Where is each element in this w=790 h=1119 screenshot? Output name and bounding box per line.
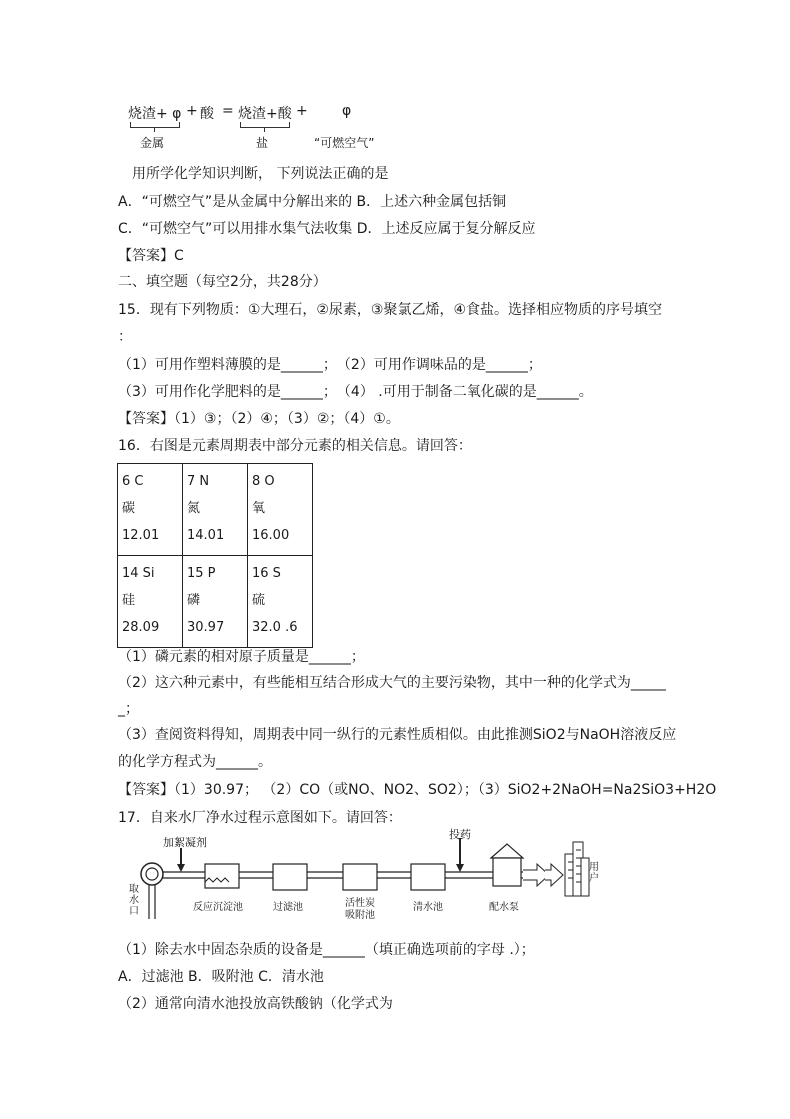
q15-stem-cont: ： (118, 329, 132, 345)
equation-figure (128, 103, 408, 155)
element-cell (183, 556, 248, 648)
q17-sub2: （2）通常向清水池投放高铁酸钠（化学式为 (118, 996, 393, 1012)
equation-acid: 酸 (200, 106, 214, 122)
label-salt: 盐 (256, 136, 269, 150)
q15-stem: 15．现有下列物质：①大理石，②尿素，③聚氯乙烯，④食盐。选择相应物质的序号填空 (118, 302, 663, 318)
element-name: 磷 (187, 593, 201, 608)
reaction-tank (205, 864, 239, 888)
q15-line2: （3）可用作化学肥料的是______； （4） .可用于制备二氧化碳的是______。 (118, 384, 593, 400)
label-user: 用户 (589, 862, 599, 884)
label-clear-water-tank: 清水池 (413, 902, 443, 913)
element-name: 硅 (122, 593, 136, 608)
element-cell (183, 464, 248, 556)
brace-salt (240, 122, 290, 128)
element-name: 氧 (252, 501, 266, 516)
coagulant-arrow-head (177, 864, 185, 872)
q16-sub2-cont: _； (118, 701, 139, 717)
q14-options-cd: C．“可燃空气”可以用排水集气法收集 D．上述反应属于复分解反应 (118, 221, 536, 237)
element-mass: 12.01 (122, 528, 160, 543)
outflow-arrow-2 (545, 864, 563, 886)
label-metal: 金属 (140, 136, 165, 150)
element-cell (118, 556, 183, 648)
label-reaction-tank: 反应沉淀池 (193, 902, 243, 913)
label-intake: 取水口 (129, 884, 139, 917)
filter-tank (273, 864, 307, 890)
q17-stem: 17．自来水厂净水过程示意图如下。请回答： (118, 810, 402, 826)
element-cell (248, 464, 313, 556)
q17-options: A．过滤池 B．吸附池 C．清水池 (118, 969, 324, 985)
section-heading: 二、填空题（每空2分，共28分） (118, 274, 327, 290)
element-name: 氮 (187, 501, 201, 516)
element-number-symbol: 15 P (187, 566, 216, 581)
q15-answer: 【答案】（1）③；（2）④；（3）②；（4）①。 (118, 411, 400, 427)
q16-answer: 【答案】（1）30.97； （2）CO（或NO、NO2、SO2）；（3）SiO2+2NaOH=Na2SiO3+H2O (118, 782, 717, 798)
water-treatment-diagram (127, 828, 607, 934)
q15-line1: （1）可用作塑料薄膜的是______； （2）可用作调味品的是______； (118, 357, 542, 373)
q16-sub3-cont: 的化学方程式为______。 (118, 754, 272, 770)
element-mass: 28.09 (122, 620, 160, 635)
element-mass: 16.00 (252, 528, 290, 543)
periodic-table-excerpt (117, 463, 313, 648)
element-name: 硫 (252, 593, 266, 608)
q16-sub1: （1）磷元素的相对原子质量是______； (118, 649, 365, 665)
brace-metal-tick (154, 127, 155, 132)
element-cell (248, 556, 313, 648)
label-carbon-tank-2: 吸附池 (345, 910, 375, 921)
equation-part1: 烧渣+ φ (128, 106, 182, 122)
element-mass: 32.0 .6 (252, 620, 298, 635)
brace-salt-tick (264, 127, 265, 132)
element-mass: 14.01 (187, 528, 225, 543)
q16-stem: 16．右图是元素周期表中部分元素的相关信息。请回答： (118, 438, 472, 454)
element-cell (118, 464, 183, 556)
label-filter-tank: 过滤池 (273, 902, 303, 913)
label-coagulant: 加絮凝剂 (163, 836, 207, 849)
clear-water-tank (411, 864, 445, 890)
q17-sub1: （1）除去水中固态杂质的设备是______（填正确选项前的字母 .）； (118, 942, 535, 958)
intake-circle (141, 863, 163, 885)
q16-sub2: （2）这六种元素中，有些能相互结合形成大气的主要污染物，其中一种的化学式为_____ (118, 675, 666, 691)
q14-answer: 【答案】C (118, 248, 184, 264)
brace-metal (130, 122, 180, 128)
pump-house-roof (491, 844, 523, 858)
label-dosing: 投药 (449, 828, 471, 841)
element-number-symbol: 16 S (252, 566, 281, 581)
element-number-symbol: 8 O (252, 474, 275, 489)
q16-sub3: （3）查阅资料得知，周期表中同一纵行的元素性质相似。由此推测SiO2与NaOH溶液反应 (118, 727, 677, 743)
pump-house (493, 858, 521, 886)
element-number-symbol: 6 C (122, 474, 144, 489)
element-number-symbol: 14 Si (122, 566, 155, 581)
q14-options-ab: A．“可燃空气”是从金属中分解出来的 B．上述六种金属包括铜 (118, 194, 507, 210)
equation-part2: 烧渣+酸 (238, 106, 292, 122)
dosing-arrow-head (456, 864, 464, 872)
equation-plus2: + (296, 103, 308, 119)
q14-stem: 用所学化学知识判断， 下列说法正确的是 (132, 166, 389, 182)
intake-inner-circle (146, 868, 158, 880)
label-carbon-tank-1: 活性炭 (345, 898, 375, 909)
equation-phi: φ (342, 103, 352, 119)
element-mass: 30.97 (187, 620, 225, 635)
element-name: 碳 (122, 501, 136, 516)
equation-equals: = (222, 103, 234, 119)
building-3 (581, 858, 589, 896)
label-pump: 配水泵 (489, 902, 519, 913)
carbon-tank (343, 864, 377, 890)
label-gas: “可燃空气” (314, 136, 375, 150)
equation-plus1: + (186, 103, 198, 119)
element-number-symbol: 7 N (187, 474, 210, 489)
